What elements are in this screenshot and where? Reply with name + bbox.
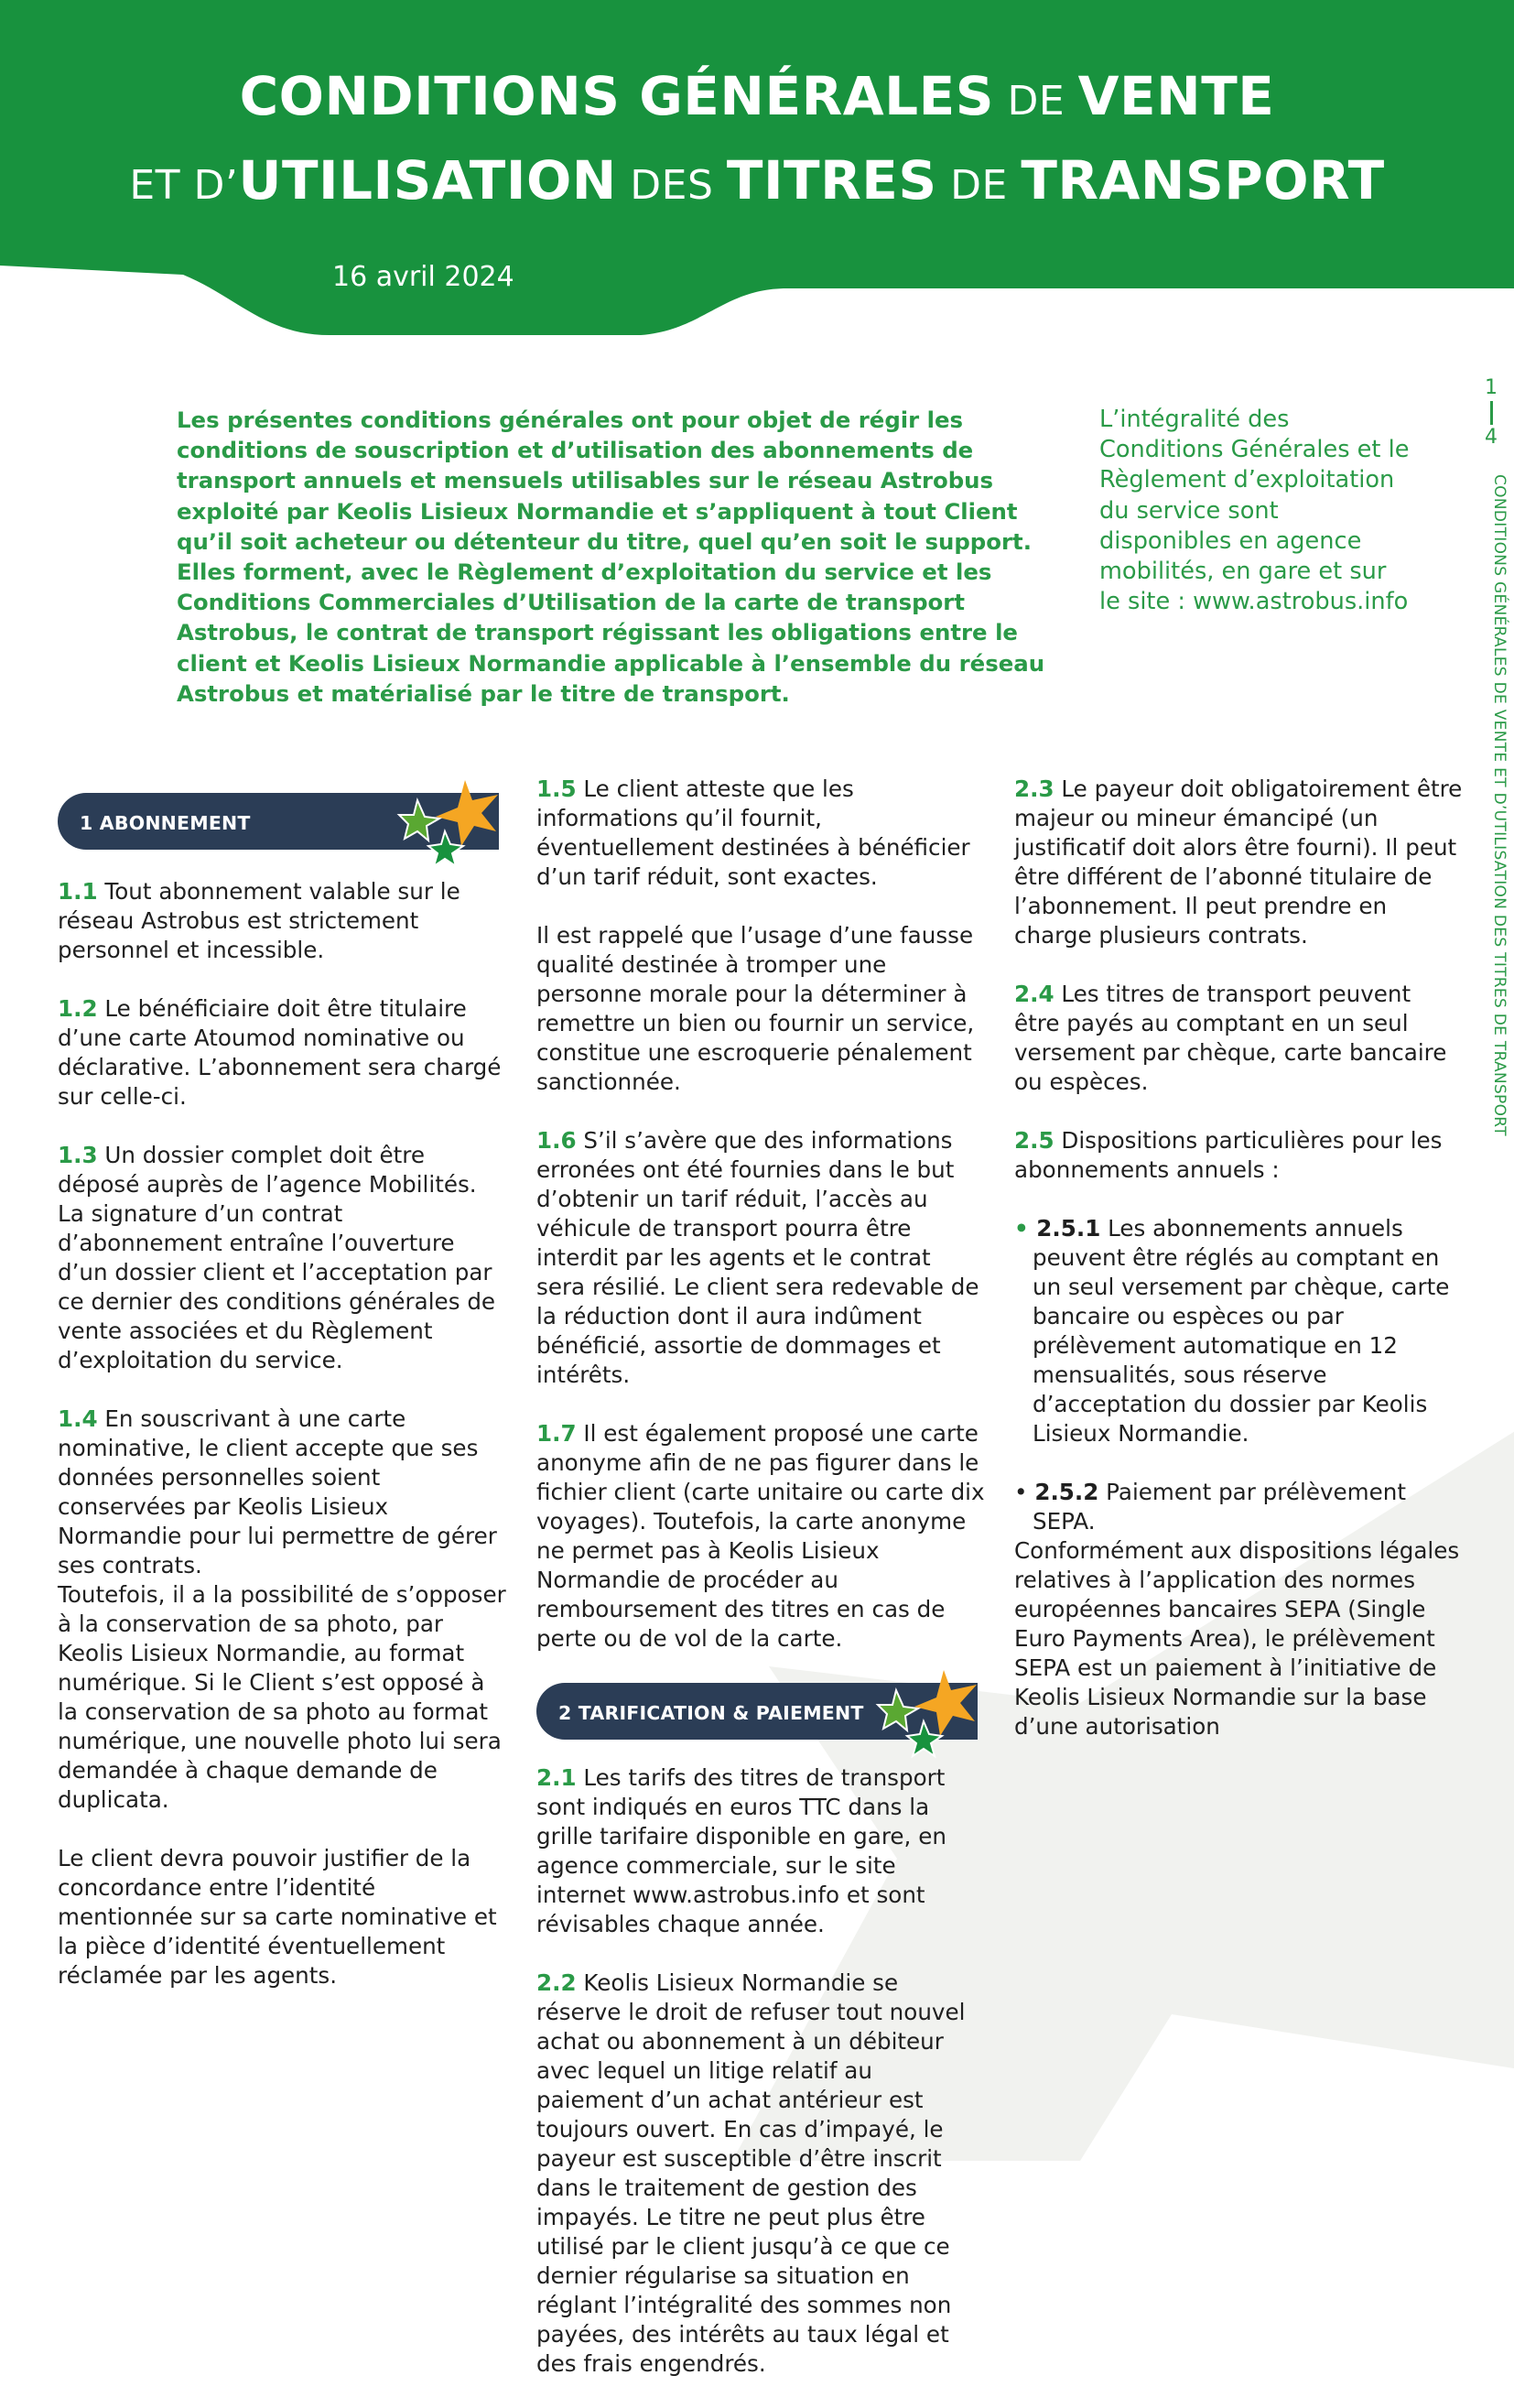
clause-text: Tout abonnement valable sur le réseau Astrobus est strictement personnel et incessible. xyxy=(58,878,460,963)
clause-text: Le client atteste que les informations qu’il fournit, éventuellement destinées à bénéficier d’un tarif réduit, sont exactes. xyxy=(536,776,970,890)
clause-number: 2.5.2 xyxy=(1034,1479,1099,1505)
clause-1-5-note xyxy=(536,921,985,1097)
clause-text: Dispositions particulières pour les abonnements annuels : xyxy=(1014,1127,1443,1183)
column-1 xyxy=(58,775,506,2020)
clause-number: 1.6 xyxy=(536,1127,577,1154)
clause-text: Les tarifs des titres de transport sont indiqués en euros TTC dans la grille tarifaire disponible en gare, en agence commerciale, sur le site internet www.astrobus.info et sont révisables chaque année. xyxy=(536,1764,946,1937)
section-header-tarification xyxy=(536,1683,985,1740)
title-part: UTILISATION xyxy=(238,149,617,212)
clause-number: 1.5 xyxy=(536,776,577,802)
clause-2-1 xyxy=(536,1763,985,1939)
page-separator xyxy=(1490,401,1493,425)
clause-number: 1.3 xyxy=(58,1142,98,1168)
title-part: DES xyxy=(616,162,727,209)
clause-number: 2.5.1 xyxy=(1036,1215,1101,1242)
title-part: CONDITIONS GÉNÉRALES xyxy=(239,65,994,127)
title-part: DE xyxy=(994,78,1078,125)
clause-number: 1.2 xyxy=(58,995,98,1022)
clause-number: 2.1 xyxy=(536,1764,577,1791)
clause-1-6 xyxy=(536,1126,985,1390)
clause-number: 2.4 xyxy=(1014,981,1054,1007)
column-3 xyxy=(1014,775,1463,1771)
clause-text: Les titres de transport peuvent être payés au comptant en un seul versement par chèque, carte bancaire ou espèces. xyxy=(1014,981,1447,1095)
stars-icon xyxy=(373,780,511,872)
column-2 xyxy=(536,775,985,2408)
intro-note: L’intégralité des Conditions Générales et le Règlement d’exploitation du service sont disponibles en agence mobilités, en gare et sur le site : www.astrobus.info xyxy=(1099,406,1410,616)
clause-number: 2.5 xyxy=(1014,1127,1054,1154)
clause-number: 1.1 xyxy=(58,878,98,905)
clause-number: 1.4 xyxy=(58,1405,98,1432)
section-header-abonnement xyxy=(58,793,506,850)
clause-number: 1.7 xyxy=(536,1420,577,1447)
clause-1-4-justification xyxy=(58,1844,506,1990)
clause-2-5 xyxy=(1014,1126,1463,1185)
clause-1-1 xyxy=(58,877,506,965)
title-part: VENTE xyxy=(1077,65,1275,127)
clause-text: Paiement par prélèvement SEPA. xyxy=(1033,1479,1406,1535)
clause-text: Il est rappelé que l’usage d’une fausse qualité destinée à tromper une personne morale pour la déterminer à remettre un bien ou fournir un service, constitue une escroquerie pénalement sanctionnée. xyxy=(536,922,975,1095)
clause-text: Les abonnements annuels peuvent être réglés au comptant en un seul versement par chèque, carte bancaire ou espèces ou par prélèvement automatique en 12 mensualités, sous réserve d’acceptation du dossier par Keolis Lisieux Normandie. xyxy=(1033,1215,1450,1447)
intro-paragraph: Les présentes conditions générales ont pour objet de régir les conditions de souscription et d’utilisation des abonnements de transport annuels et mensuels utilisables sur le réseau Astrobus exploité par Keolis Lisieux Normandie et s’appliquent à tout Client qu’il soit acheteur ou détenteur du titre, quel qu’en soit le support. Elles forment, avec le Règlement d’exploitation du service et les Conditions Commerciales d’Utilisation de la carte de transport Astrobus, le contrat de transport régissant les obligations entre le client et Keolis Lisieux Normandie applicable à l’ensemble du réseau Astrobus et matérialisé par le titre de transport. xyxy=(177,407,1045,707)
clause-text: Conformément aux dispositions légales relatives à l’application des normes européennes bancaires SEPA (Single Euro Payments Area), le prélèvement SEPA est un paiement à l’initiative de Keolis Lisieux Normandie sur la base d’une autorisation xyxy=(1014,1537,1460,1740)
stars-icon xyxy=(852,1670,990,1762)
page-total: 4 xyxy=(1485,426,1498,449)
clause-1-4 xyxy=(58,1405,506,1815)
title-line-1 xyxy=(0,57,1514,141)
side-running-title: CONDITIONS GÉNÉRALES DE VENTE ET D’UTILISATION DES TITRES DE TRANSPORT xyxy=(1490,474,1509,1136)
title-part: TITRES xyxy=(726,149,937,212)
title-line-2 xyxy=(0,141,1514,225)
clause-text: Il est également proposé une carte anonyme afin de ne pas figurer dans le fichier client (carte unitaire ou carte dix voyages). Toutefois, la carte anonyme ne permet pas à Keolis Lisieux Normandie de procéder au remboursement des titres en cas de perte ou de vol de la carte. xyxy=(536,1420,985,1652)
clause-1-3 xyxy=(58,1141,506,1375)
clause-1-2 xyxy=(58,994,506,1112)
bullet-icon: • xyxy=(1014,1215,1037,1242)
clause-1-5 xyxy=(536,775,985,892)
clause-1-7 xyxy=(536,1419,985,1654)
clause-text: Toutefois, il a la possibilité de s’opposer à la conservation de sa photo, par Keolis Lisieux Normandie, au format numérique. Si le Client s’est opposé à la conservation de sa photo au format numérique, une nouvelle photo lui sera demandée à chaque demande de duplicata. xyxy=(58,1581,506,1813)
title-part: TRANSPORT xyxy=(1021,149,1385,212)
bullet-icon: • xyxy=(1014,1479,1035,1505)
document-date: 16 avril 2024 xyxy=(332,261,514,293)
page-title xyxy=(0,57,1514,225)
clause-number: 2.2 xyxy=(536,1969,577,1996)
clause-text: Le bénéficiaire doit être titulaire d’une carte Atoumod nominative ou déclarative. L’abonnement sera chargé sur celle-ci. xyxy=(58,995,502,1110)
clause-text: Un dossier complet doit être déposé auprès de l’agence Mobilités. La signature d’un contrat d’abonnement entraîne l’ouverture d’un dossier client et l’acceptation par ce dernier des conditions générales de vente associées et du Règlement d’exploitation du service. xyxy=(58,1142,496,1373)
title-part: ET D’ xyxy=(129,162,239,209)
clause-2-5-2 xyxy=(1014,1478,1463,1536)
clause-number: 2.3 xyxy=(1014,776,1054,802)
clause-text: Le client devra pouvoir justifier de la concordance entre l’identité mentionnée sur sa carte nominative et la pièce d’identité éventuellement réclamée par les agents. xyxy=(58,1845,497,1989)
clause-2-4 xyxy=(1014,980,1463,1097)
section-title: 2 TARIFICATION & PAIEMENT xyxy=(558,1702,864,1724)
clause-text: Le payeur doit obligatoirement être majeur ou mineur émancipé (un justificatif doit alors être fourni). Il peut être différent de l’abonné titulaire de l’abonnement. Il peut prendre en charge plusieurs contrats. xyxy=(1014,776,1463,949)
clause-2-2 xyxy=(536,1969,985,2379)
section-title: 1 ABONNEMENT xyxy=(80,812,251,834)
clause-2-5-2-details xyxy=(1014,1536,1463,1741)
clause-text: Keolis Lisieux Normandie se réserve le droit de refuser tout nouvel achat ou abonnement à un débiteur avec lequel un litige relatif au paiement d’un achat antérieur est toujours ouvert. En cas d’impayé, le payeur est susceptible d’être inscrit dans le traitement de gestion des impayés. Le titre ne peut plus être utilisé par le client jusqu’à ce que ce dernier régularise sa situation en réglant l’intégralité des sommes non payées, des intérêts au taux légal et des frais engendrés. xyxy=(536,1969,966,2377)
clause-2-5-1 xyxy=(1014,1214,1463,1448)
clause-2-3 xyxy=(1014,775,1463,950)
clause-text: En souscrivant à une carte nominative, le client accepte que ses données personnelles soient conservées par Keolis Lisieux Normandie pour lui permettre de gérer ses contrats. xyxy=(58,1405,497,1578)
clause-text: S’il s’avère que des informations erronées ont été fournies dans le but d’obtenir un tarif réduit, l’accès au véhicule de transport pourra être interdit par les agents et le contrat sera résilié. Le client sera redevable de la réduction dont il aura indûment bénéficié, assortie de dommages et intérêts. xyxy=(536,1127,979,1388)
title-part: DE xyxy=(936,162,1022,209)
page-current: 1 xyxy=(1485,376,1498,399)
page-number xyxy=(1477,377,1505,449)
